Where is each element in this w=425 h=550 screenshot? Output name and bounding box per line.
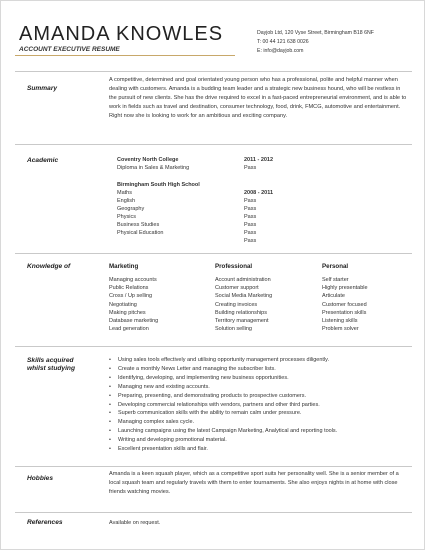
contact-phone: T: 00 44 121 638 0026 — [257, 39, 309, 45]
course-result: Pass — [244, 206, 257, 212]
list-item: • Identifying, developing, and implementing new business opportunities. — [109, 374, 409, 383]
knowledge-heading-marketing: Marketing — [109, 263, 139, 270]
course-result: Pass — [244, 238, 257, 244]
list-item: Customer support — [215, 285, 259, 292]
divider-academic — [15, 144, 412, 145]
course-result: Pass — [244, 214, 257, 220]
list-item: • Using sales tools effectively and utilising opportunity management processes diligently. — [109, 356, 409, 365]
list-item: Listening skills — [322, 318, 358, 325]
knowledge-heading-personal: Personal — [322, 263, 349, 270]
list-item: Solution selling — [215, 326, 252, 333]
list-item: • Superb communication skills with the ability to remain calm under pressure. — [109, 409, 409, 418]
list-item: Creating invoices — [215, 301, 258, 308]
summary-text: A competitive, determined and goal orientated young person who has a professional, polite and helpful manner when dealing with customers. Amanda is a budding team leader and a strategic new business hound, who will be restless in the pursuit of new clients. She has the drive required to excel in a fast-paced entrepreneurial environment, and is able to work in fields such as travel and destination, consumer technology, food, drink, FMCG, automotive and entertainment. Right now she is looking to work for an ambitious and exciting company. — [109, 77, 407, 120]
list-item: Self starter — [322, 277, 349, 283]
references-label: References — [27, 519, 63, 526]
contact-block — [257, 29, 417, 56]
hobbies-label: Hobbies — [27, 475, 54, 482]
skills-list — [109, 356, 409, 454]
resume-title: ACCOUNT EXECUTIVE RESUME — [19, 46, 120, 53]
knowledge-heading-professional: Professional — [215, 263, 253, 270]
institution-dates: 2011 - 2012 — [244, 157, 274, 163]
course-result: Pass — [244, 222, 257, 228]
list-item: • Preparing, presenting, and demonstrating products to prospective customers. — [109, 392, 409, 401]
list-item: Building relationships — [215, 309, 267, 316]
institution-name: Coventry North College — [117, 157, 179, 163]
list-item: • Developing commercial relationships with vendors, partners and other third parties. — [109, 401, 409, 410]
skills-label-line2: whilst studying — [27, 365, 75, 372]
list-item: Managing accounts — [109, 277, 157, 283]
list-item: Problem solver — [322, 326, 359, 333]
list-item: Lead generation — [109, 326, 149, 333]
course-result: Pass — [244, 230, 257, 236]
list-item: • Excellent presentation skills and flair. — [109, 445, 409, 454]
list-item: • Create a monthly News Letter and managing the subscriber lists. — [109, 365, 409, 374]
list-item: • Writing and developing promotional material. — [109, 436, 409, 445]
divider-knowledge — [15, 253, 412, 254]
list-item: Presentation skills — [322, 309, 367, 316]
hobbies-text: Amanda is a keen squash player, which as a competitive sport suits her personality well. She is a senior member of a local squash team and regularly travels with them to enter tournaments. She also enjoys nights in at home with close friends watching movies. — [109, 471, 399, 496]
knowledge-list-personal — [322, 276, 368, 333]
knowledge-list-marketing — [109, 276, 158, 333]
knowledge-list-professional — [215, 276, 272, 333]
list-item: Highly presentable — [322, 285, 368, 292]
institution-name: Birmingham South High School — [117, 182, 200, 188]
institution-dates: 2008 - 2011 — [244, 190, 274, 196]
course-subject: Diploma in Sales & Marketing — [117, 165, 190, 171]
course-result: Pass — [244, 165, 257, 171]
skills-label — [27, 357, 75, 373]
divider-skills — [15, 346, 412, 347]
list-item: • Launching campaigns using the latest Campaign Marketing, Analytical and reporting tools. — [109, 427, 409, 436]
skills-label-line1: Skills acquired — [27, 357, 74, 364]
candidate-name: AMANDA KNOWLES — [19, 23, 224, 45]
title-underline — [15, 55, 235, 56]
contact-address: Dayjob Ltd, 120 Vyse Street, Birmingham B18 6NF — [257, 30, 374, 36]
list-item: Cross / Up selling — [109, 293, 153, 300]
list-item: Customer focused — [322, 301, 367, 308]
list-item: Negotiating — [109, 301, 137, 308]
divider-hobbies — [15, 466, 412, 467]
divider-references — [15, 512, 412, 513]
course-subject: Physics — [117, 214, 136, 220]
references-text: Available on request. — [109, 520, 161, 526]
list-item: Territory management — [215, 318, 269, 325]
course-result: Pass — [244, 198, 257, 204]
course-subject: English — [117, 198, 136, 204]
academic-label: Academic — [27, 157, 59, 164]
summary-label: Summary — [27, 85, 58, 92]
divider-summary — [15, 71, 412, 72]
course-subject: Maths — [117, 190, 132, 196]
course-subject: Geography — [117, 206, 145, 212]
list-item: • Managing complex sales cycle. — [109, 418, 409, 427]
list-item: Account administration — [215, 277, 271, 283]
list-item: Articulate — [322, 293, 345, 300]
list-item: Social Media Marketing — [215, 293, 273, 300]
list-item: • Managing new and existing accounts. — [109, 383, 409, 392]
course-subject: Physical Education — [117, 230, 164, 236]
knowledge-label: Knowledge of — [27, 263, 71, 270]
contact-email[interactable]: E: info@dayjob.com — [257, 48, 304, 54]
list-item: Making pitches — [109, 309, 146, 316]
course-subject: Business Studies — [117, 222, 160, 228]
list-item: Public Relations — [109, 285, 149, 292]
list-item: Database marketing — [109, 318, 159, 325]
